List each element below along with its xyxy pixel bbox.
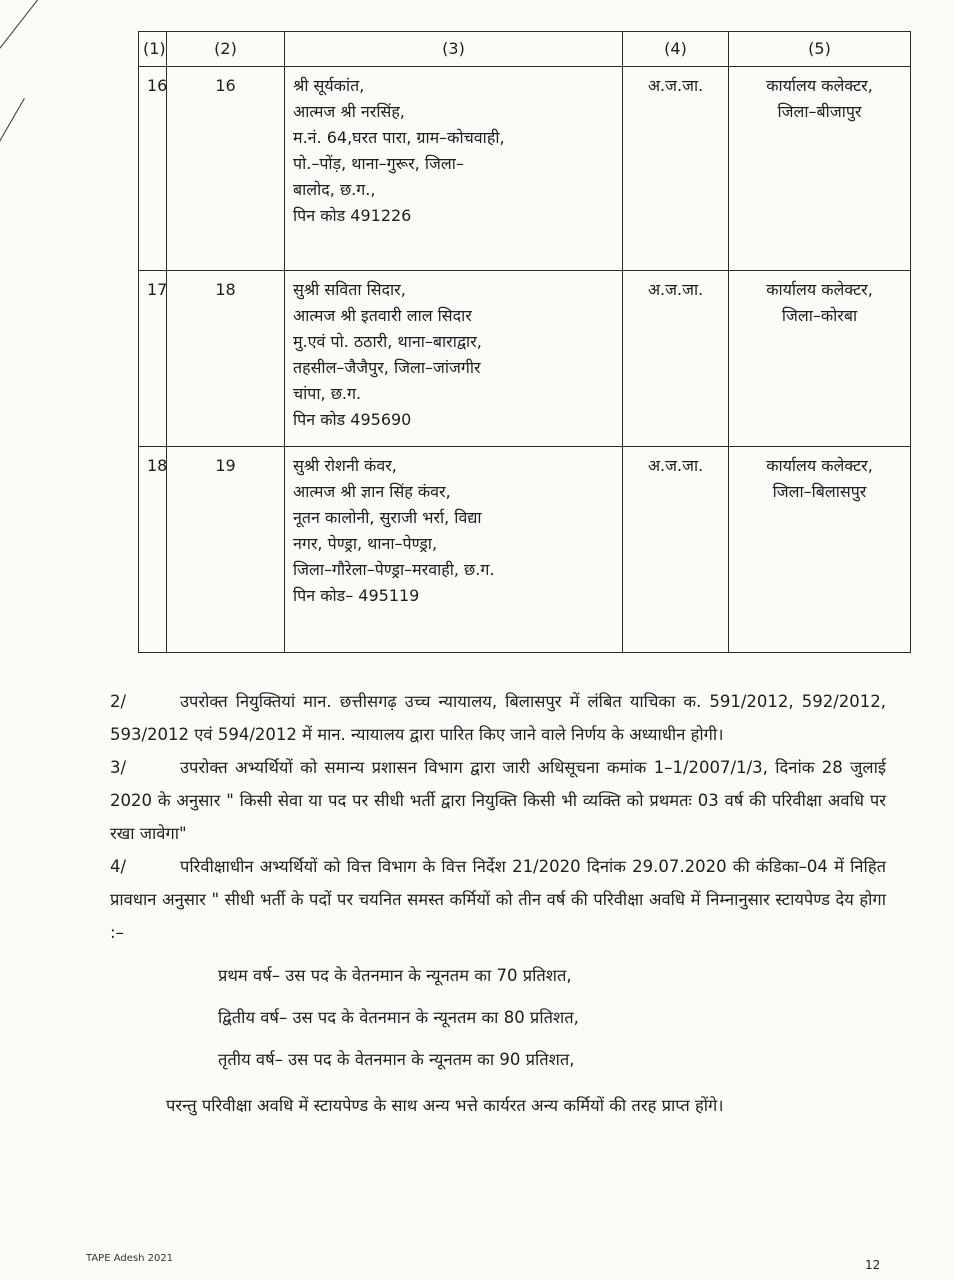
address-line: आत्मज श्री इतवारी लाल सिदार	[293, 306, 472, 325]
address-line: पिन कोड 491226	[293, 206, 412, 225]
address-line: नगर, पेण्ड्रा, थाना–पेण्ड्रा,	[293, 534, 438, 553]
clause-text: परिवीक्षाधीन अभ्यर्थियों को वित्त विभाग के वित्त निर्देश 21/2020 दिनांक 29.07.2020 की कंडिका–04 में निहित प्रावधान अनुसार " सीधी भर्ती के पदों पर चयनित समस्त कर्मियों को तीन वर्ष की परिवीक्षा अवधि में निम्नानुसार स्टायपेण्ड देय होगा :–	[110, 857, 886, 942]
table-row	[139, 271, 911, 447]
address-line: म.नं. 64,घरत पारा, ग्राम–कोचवाही,	[293, 128, 505, 147]
category: अ.ज.जा.	[623, 271, 729, 447]
office-line: जिला–कोरबा	[781, 306, 858, 325]
column-header: (5)	[729, 32, 911, 67]
clause-paragraph	[110, 751, 886, 850]
table-row	[139, 447, 911, 653]
order-clauses	[110, 685, 886, 1122]
clause-text: उपरोक्त नियुक्तियां मान. छत्तीसगढ़ उच्च न्यायालय, बिलासपुर में लंबित याचिका क. 591/2012, 592/2012, 593/2012 एवं 594/2012 में मान. न्यायालय द्वारा पारित किए जाने वाले निर्णय के अध्याधीन होगी।	[110, 692, 886, 744]
clause-number: 2/	[110, 692, 127, 711]
address-line: आत्मज श्री ज्ञान सिंह कंवर,	[293, 482, 451, 501]
office-line: जिला–बिलासपुर	[772, 482, 867, 501]
candidate-address	[285, 67, 623, 271]
clause-paragraph	[110, 685, 886, 751]
page-number: 12	[865, 1258, 881, 1272]
office-line: कार्यालय कलेक्टर,	[766, 280, 873, 299]
serial-number: 16	[139, 67, 167, 271]
column-header: (4)	[623, 32, 729, 67]
stipend-line: प्रथम वर्ष– उस पद के वेतनमान के न्यूनतम का 70 प्रतिशत,	[218, 966, 572, 985]
address-line: सुश्री रोशनी कंवर,	[293, 456, 397, 475]
scan-edge-mark	[0, 98, 25, 150]
posting-office	[729, 271, 911, 447]
posting-office	[729, 67, 911, 271]
scan-edge-mark	[0, 0, 108, 61]
serial-number: 17	[139, 271, 167, 447]
final-clause: परन्तु परिवीक्षा अवधि में स्टायपेण्ड के साथ अन्य भत्ते कार्यरत अन्य कर्मियों की तरह प्राप्त होंगे।	[166, 1096, 724, 1115]
address-line: तहसील–जैजैपुर, जिला–जांजगीर	[293, 358, 481, 377]
candidate-address	[285, 447, 623, 653]
office-line: कार्यालय कलेक्टर,	[766, 456, 873, 475]
table-row	[139, 67, 911, 271]
column-header: (1)	[139, 32, 167, 67]
column-header: (2)	[167, 32, 285, 67]
appointment-table	[138, 31, 911, 653]
merit-number: 18	[167, 271, 285, 447]
address-line: बालोद, छ.ग.,	[293, 180, 376, 199]
address-line: नूतन कालोनी, सुराजी भर्रा, विद्या	[293, 508, 482, 527]
clause-number: 3/	[110, 758, 127, 777]
merit-number: 19	[167, 447, 285, 653]
address-line: मु.एवं पो. ठठारी, थाना–बाराद्वार,	[293, 332, 482, 351]
category: अ.ज.जा.	[623, 447, 729, 653]
stipend-line: द्वितीय वर्ष– उस पद के वेतनमान के न्यूनतम का 80 प्रतिशत,	[218, 1008, 579, 1027]
address-line: आत्मज श्री नरसिंह,	[293, 102, 405, 121]
footer-file-ref: TAPE Adesh 2021	[86, 1253, 174, 1264]
column-header: (3)	[285, 32, 623, 67]
office-line: कार्यालय कलेक्टर,	[766, 76, 873, 95]
clause-number: 4/	[110, 857, 127, 876]
clause-paragraph	[110, 850, 886, 949]
office-line: जिला–बीजापुर	[777, 102, 862, 121]
clause-text: उपरोक्त अभ्यर्थियों को समान्य प्रशासन विभाग द्वारा जारी अधिसूचना कमांक 1–1/2007/1/3, दिनांक 28 जुलाई 2020 के अनुसार " किसी सेवा या पद पर सीधी भर्ती द्वारा नियुक्ति किसी भी व्यक्ति को प्रथमतः 03 वर्ष की परिवीक्षा अवधि पर रखा जावेगा"	[110, 758, 886, 843]
serial-number: 18	[139, 447, 167, 653]
address-line: श्री सूर्यकांत,	[293, 76, 365, 95]
stipend-schedule	[218, 955, 886, 1081]
candidate-address	[285, 271, 623, 447]
address-line: चांपा, छ.ग.	[293, 384, 362, 403]
merit-number: 16	[167, 67, 285, 271]
category: अ.ज.जा.	[623, 67, 729, 271]
address-line: पो.–पोंड़, थाना–गुरूर, जिला–	[293, 154, 464, 173]
address-line: जिला–गौरेला–पेण्ड्रा–मरवाही, छ.ग.	[293, 560, 495, 579]
address-line: पिन कोड– 495119	[293, 586, 420, 605]
table-header-row	[139, 32, 911, 67]
posting-office	[729, 447, 911, 653]
address-line: पिन कोड 495690	[293, 410, 412, 429]
address-line: सुश्री सविता सिदार,	[293, 280, 406, 299]
stipend-line: तृतीय वर्ष– उस पद के वेतनमान के न्यूनतम का 90 प्रतिशत,	[218, 1050, 575, 1069]
